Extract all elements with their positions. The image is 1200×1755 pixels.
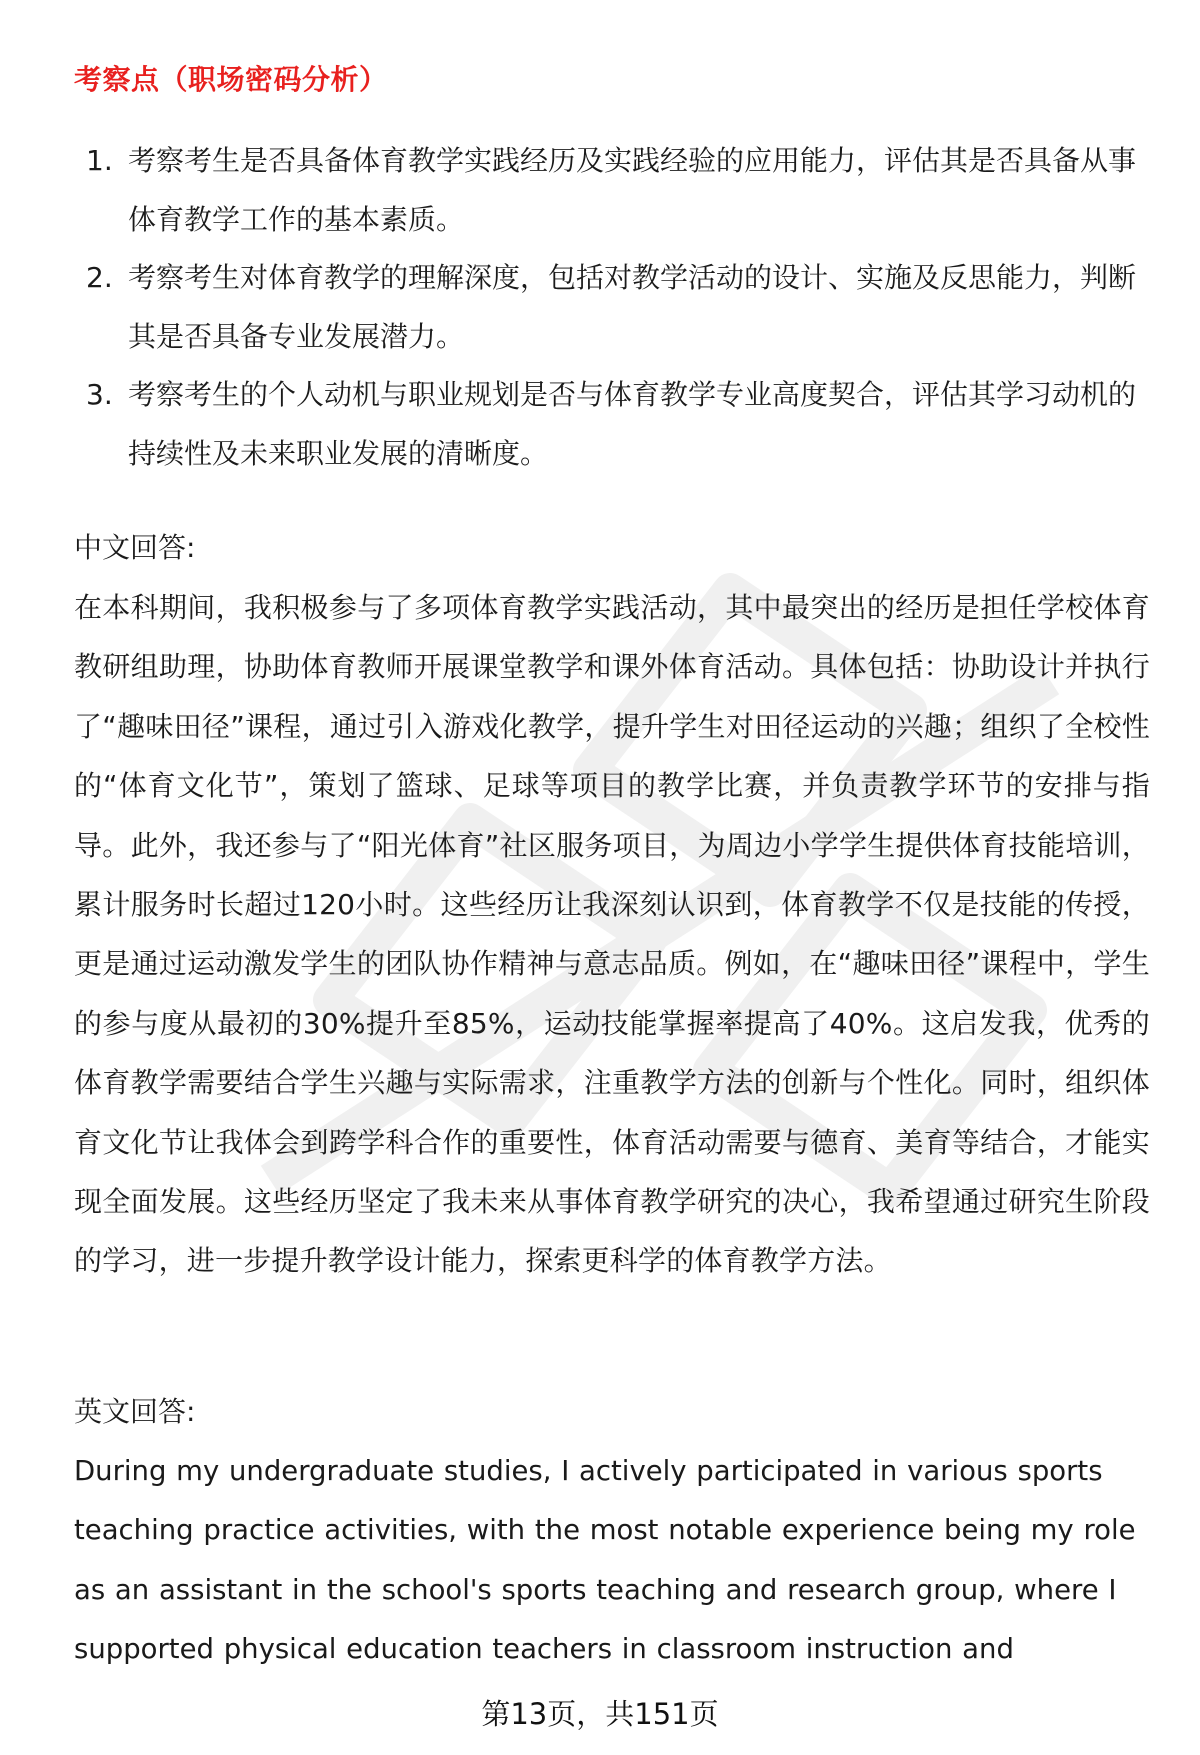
chinese-answer-label: 中文回答: xyxy=(74,531,196,564)
list-item-number: 2. xyxy=(86,261,113,294)
english-answer-text: During my undergraduate studies, I actively participated in various sports teaching practice activities, with the most notable experience being my role as an assistant in the school's sports teaching and research group, where I supported physical education teachers in classroom instruction and xyxy=(74,1455,1136,1665)
list-item-text: 考察考生的个人动机与职业规划是否与体育教学专业高度契合，评估其学习动机的持续性及未来职业发展的清晰度。 xyxy=(128,378,1137,470)
assessment-points-list xyxy=(74,132,1154,483)
list-item xyxy=(74,366,1154,483)
list-item-number: 1. xyxy=(86,144,113,177)
english-answer-label: 英文回答: xyxy=(74,1395,196,1428)
list-item-number: 3. xyxy=(86,378,113,411)
list-item-text: 考察考生是否具备体育教学实践经历及实践经验的应用能力，评估其是否具备从事体育教学工作的基本素质。 xyxy=(128,144,1137,236)
page-number-footer: 第13页，共151页 xyxy=(481,1697,719,1731)
list-item xyxy=(74,132,1154,249)
chinese-answer-text: 在本科期间，我积极参与了多项体育教学实践活动，其中最突出的经历是担任学校体育教研组助理，协助体育教师开展课堂教学和课外体育活动。具体包括：协助设计并执行了“趣味田径”课程，通过引入游戏化教学，提升学生对田径运动的兴趣；组织了全校性的“体育文化节”，策划了篮球、足球等项目的教学比赛，并负责教学环节的安排与指导。此外，我还参与了“阳光体育”社区服务项目，为周边小学学生提供体育技能培训，累计服务时长超过120小时。这些经历让我深刻认识到，体育教学不仅是技能的传授，更是通过运动激发学生的团队协作精神与意志品质。例如，在“趣味田径”课程中，学生的参与度从最初的30%提升至85%，运动技能掌握率提高了40%。这启发我，优秀的体育教学需要结合学生兴趣与实际需求，注重教学方法的创新与个性化。同时，组织体育文化节让我体会到跨学科合作的重要性，体育活动需要与德育、美育等结合，才能实现全面发展。这些经历坚定了我未来从事体育教学研究的决心，我希望通过研究生阶段的学习，进一步提升教学设计能力，探索更科学的体育教学方法。 xyxy=(74,591,1150,1278)
list-item xyxy=(74,249,1154,366)
section-title: 考察点（职场密码分析） xyxy=(74,63,388,96)
list-item-text: 考察考生对体育教学的理解深度，包括对教学活动的设计、实施及反思能力，判断其是否具备专业发展潜力。 xyxy=(128,261,1137,353)
